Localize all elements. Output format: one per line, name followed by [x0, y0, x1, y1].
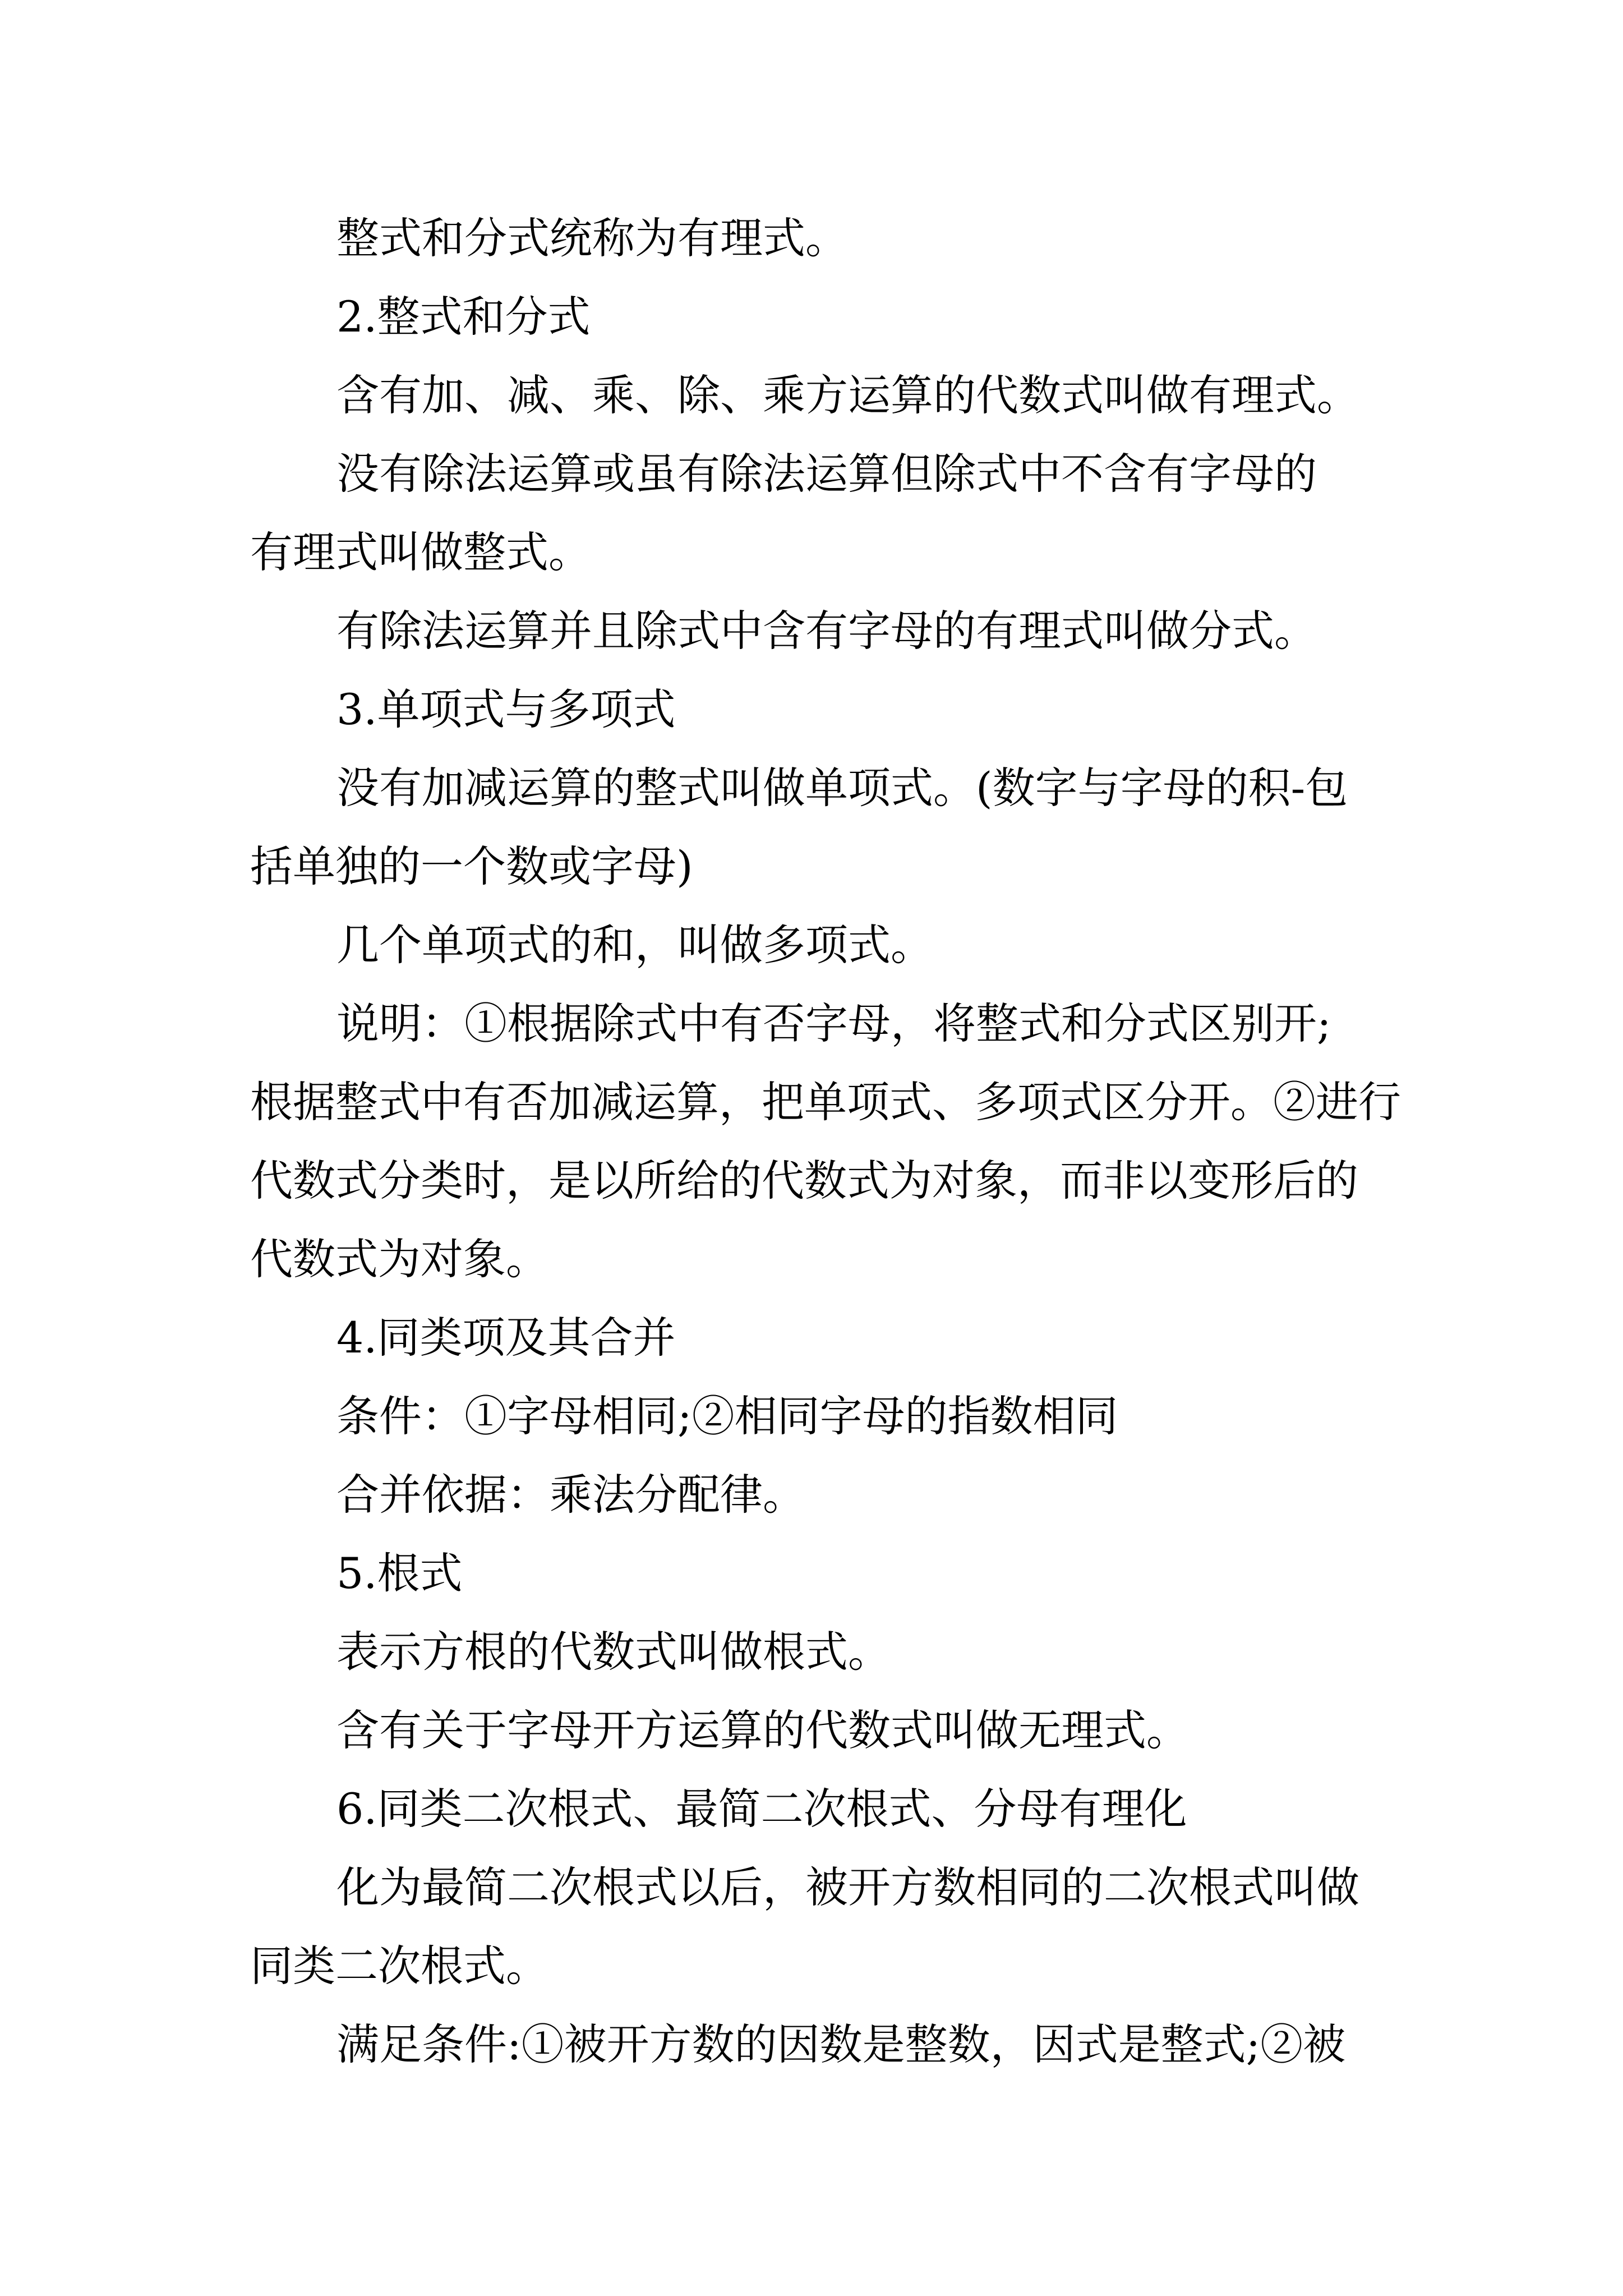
text-line: 说明：①根据除式中有否字母，将整式和分式区别开;	[336, 999, 1331, 1048]
text-line: 括单独的一个数或字母)	[250, 841, 693, 891]
text-line: 表示方根的代数式叫做根式。	[336, 1627, 891, 1677]
section-heading: 4.同类项及其合并	[336, 1313, 676, 1363]
section-heading: 5.根式	[336, 1548, 463, 1598]
text-line: 含有加、减、乘、除、乘方运算的代数式叫做有理式。	[336, 370, 1359, 420]
text-line: 没有加减运算的整式叫做单项式。(数字与字母的积-包	[336, 763, 1348, 813]
text-line: 有除法运算并且除式中含有字母的有理式叫做分式。	[336, 606, 1317, 656]
text-line: 代数式为对象。	[250, 1234, 548, 1284]
text-line: 合并依据：乘法分配律。	[336, 1470, 805, 1520]
text-line: 同类二次根式。	[250, 1941, 548, 1991]
text-line: 根据整式中有否加减运算，把单项式、多项式区分开。②进行	[250, 1077, 1401, 1127]
text-line: 条件：①字母相同;②相同字母的指数相同	[336, 1391, 1118, 1441]
text-line: 没有除法运算或虽有除法运算但除式中不含有字母的	[336, 449, 1317, 499]
section-heading: 2.整式和分式	[336, 292, 591, 342]
text-line: 有理式叫做整式。	[250, 527, 591, 577]
text-line: 满足条件:①被开方数的因数是整数，因式是整式;②被	[336, 2019, 1346, 2069]
text-line: 代数式分类时，是以所给的代数式为对象，而非以变形后的	[250, 1156, 1358, 1205]
section-heading: 3.单项式与多项式	[336, 684, 676, 734]
section-heading: 6.同类二次根式、最简二次根式、分母有理化	[336, 1784, 1187, 1834]
text-line: 含有关于字母开方运算的代数式叫做无理式。	[336, 1705, 1189, 1755]
text-line: 化为最简二次根式以后，被开方数相同的二次根式叫做	[336, 1862, 1359, 1912]
text-line: 整式和分式统称为有理式。	[336, 213, 848, 263]
text-line: 几个单项式的和，叫做多项式。	[336, 920, 933, 970]
